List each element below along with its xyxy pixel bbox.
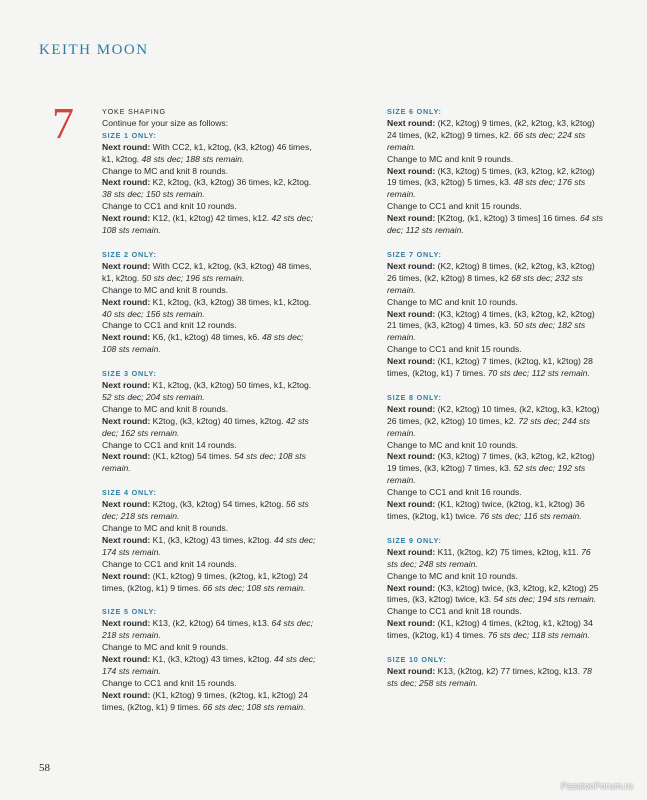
instruction-line (102, 440, 318, 452)
instruction-line (102, 523, 318, 535)
instruction-text: Change to CC1 and knit 16 rounds. (387, 487, 522, 498)
stitch-count-note: 38 sts dec; 150 sts remain. (102, 189, 205, 200)
round-label: Next round: (102, 415, 151, 426)
round-label: Next round: (102, 689, 151, 700)
round-label: Next round: (387, 356, 436, 367)
instruction-line (387, 213, 603, 237)
round-label: Next round: (102, 499, 151, 510)
instruction-text: K13, (k2tog, k2) 77 times, k2tog, k13. (435, 665, 583, 676)
instruction-text: Change to CC1 and knit 15 rounds. (387, 201, 522, 212)
round-label: Next round: (102, 618, 151, 629)
instruction-text: Change to MC and knit 10 rounds. (387, 296, 518, 307)
instruction-text: Change to CC1 and knit 14 rounds. (102, 558, 237, 569)
instruction-text: Change to MC and knit 8 rounds. (102, 284, 229, 295)
round-label: Next round: (102, 213, 151, 224)
round-label: Next round: (102, 570, 151, 581)
instruction-line (102, 142, 318, 166)
stitch-count-note: 68 sts dec; 232 sts remain. (387, 272, 583, 295)
stitch-count-note: 50 sts dec; 182 sts remain. (387, 320, 586, 343)
size-heading: SIZE 6 ONLY: (387, 107, 442, 116)
stitch-count-note: 44 sts dec; 174 sts remain. (102, 534, 316, 557)
round-label: Next round: (102, 534, 151, 545)
instruction-text: K1, (k3, k2tog) 43 times, k2tog. (150, 654, 274, 665)
instruction-line (102, 320, 318, 332)
watermark: PassionForum.ru (560, 781, 633, 792)
instruction-text: Change to CC1 and knit 18 rounds. (387, 606, 522, 617)
instruction-text: Change to MC and knit 10 rounds. (387, 439, 518, 450)
instruction-line (102, 451, 318, 475)
stitch-count-note: 42 sts dec; 108 sts remain. (102, 213, 314, 236)
instruction-line (387, 618, 603, 642)
instruction-text: (K1, k2tog) 7 times, (k2tog, k1, k2tog) 28 times, (k2tog, k1) 7 times. (387, 356, 593, 379)
instruction-line (102, 559, 318, 571)
instruction-text: K6, (k1, k2tog) 48 times, k6. (150, 332, 262, 343)
size-block (387, 249, 603, 380)
instruction-line (102, 618, 318, 642)
round-label: Next round: (387, 665, 436, 676)
stitch-count-note: 70 sts dec; 112 sts remain. (487, 368, 590, 379)
instruction-text: Change to MC and knit 9 rounds. (102, 642, 229, 653)
round-label: Next round: (387, 165, 436, 176)
instruction-text: (K2, k2tog) 8 times, (k2, k2tog, k3, k2tog) 26 times, (k2, k2tog) 8 times, k2 (387, 260, 595, 283)
instruction-text: Change to CC1 and knit 10 rounds. (102, 201, 237, 212)
instruction-line (102, 261, 318, 285)
instruction-line (102, 404, 318, 416)
stitch-count-note: 48 sts dec; 176 sts remain. (387, 177, 586, 200)
instruction-line (102, 690, 318, 714)
size-block (387, 654, 603, 690)
instruction-text: K1, k2tog, (k3, k2tog) 38 times, k1, k2tog. (150, 296, 312, 307)
round-label: Next round: (387, 260, 436, 271)
intro-text: Continue for your size as follows: (102, 117, 229, 128)
round-label: Next round: (102, 451, 151, 462)
round-label: Next round: (387, 618, 436, 629)
instruction-text: K2, k2tog, (k3, k2tog) 36 times, k2, k2tog. (150, 177, 312, 188)
round-label: Next round: (387, 117, 436, 128)
instruction-text: (K1, k2tog) 9 times, (k2tog, k1, k2tog) 24 times, (k2tog, k1) 9 times. (102, 570, 308, 593)
instruction-line (387, 309, 603, 345)
right-column (387, 106, 603, 702)
instruction-text: (K1, k2tog) 54 times. (150, 451, 235, 462)
instruction-line (387, 118, 603, 154)
instruction-text: (K2, k2tog) 10 times, (k2, k2tog, k3, k2tog) 26 times, (k2, k2tog) 10 times, k2. (387, 403, 600, 426)
round-label: Next round: (102, 380, 151, 391)
size-heading: SIZE 2 ONLY: (102, 249, 157, 259)
instruction-text: Change to MC and knit 8 rounds. (102, 165, 229, 176)
instruction-text: Change to CC1 and knit 12 rounds. (102, 320, 237, 331)
instruction-line (102, 678, 318, 690)
left-size-list (102, 130, 318, 714)
instruction-text: [K2tog, (k1, k2tog) 3 times] 16 times. (435, 213, 580, 224)
instruction-text: With CC2, k1, k2tog, (k3, k2tog) 48 times, k1, k2tog. (102, 260, 312, 283)
round-label: Next round: (102, 260, 151, 271)
size-block (102, 606, 318, 713)
instruction-line (387, 404, 603, 440)
round-label: Next round: (102, 654, 151, 665)
instruction-line (387, 583, 603, 607)
instruction-line (102, 201, 318, 213)
instruction-line (387, 261, 603, 297)
stitch-count-note: 50 sts dec; 196 sts remain. (141, 272, 245, 283)
stitch-count-note: 48 sts dec; 108 sts remain. (102, 332, 304, 355)
stitch-count-note: 66 sts dec; 224 sts remain. (387, 129, 586, 152)
round-label: Next round: (387, 451, 436, 462)
stitch-count-note: 76 sts dec; 116 sts remain. (479, 511, 582, 521)
stitch-count-note: 76 sts dec; 248 sts remain. (387, 546, 591, 569)
instruction-line (387, 344, 603, 356)
size-block (102, 130, 318, 237)
instruction-line (102, 499, 318, 523)
stitch-count-note: 66 sts dec; 108 sts remain. (202, 701, 306, 712)
instruction-text: (K1, k2tog) twice, (k2tog, k1, k2tog) 36 times, (k2tog, k1) twice. (387, 499, 585, 521)
size-block (102, 368, 318, 475)
stitch-count-note: 52 sts dec; 192 sts remain. (387, 463, 586, 486)
stitch-count-note: 78 sts dec; 258 sts remain. (387, 665, 592, 688)
stitch-count-note: 72 sts dec; 244 sts remain. (387, 415, 591, 438)
round-label: Next round: (102, 141, 151, 152)
instruction-line (102, 332, 318, 356)
instruction-line (102, 571, 318, 595)
instruction-line (102, 285, 318, 297)
size-heading: SIZE 10 ONLY: (387, 655, 447, 665)
instruction-line (102, 297, 318, 321)
stitch-count-note: 56 sts dec; 218 sts remain. (102, 499, 309, 522)
size-heading: SIZE 7 ONLY: (387, 249, 442, 259)
step-number: 7 (52, 99, 74, 148)
instruction-text: (K3, k2tog) 4 times, (k3, k2tog, k2, k2tog) 21 times, (k3, k2tog) 4 times, k3. (387, 308, 595, 331)
section-title: YOKE SHAPING (102, 107, 166, 116)
instruction-text: K2tog, (k3, k2tog) 40 times, k2tog. (150, 415, 286, 426)
stitch-count-note: 42 sts dec; 162 sts remain. (102, 415, 309, 438)
size-heading: SIZE 9 ONLY: (387, 535, 442, 545)
instruction-line (102, 416, 318, 440)
round-label: Next round: (387, 403, 436, 414)
stitch-count-note: 64 sts dec; 112 sts remain. (387, 213, 603, 236)
stitch-count-note: 40 sts dec; 156 sts remain. (102, 308, 205, 319)
instruction-line (102, 177, 318, 201)
instruction-line (387, 487, 603, 499)
author-header: KEITH MOON (39, 42, 149, 58)
left-column (102, 106, 318, 726)
instruction-text: K13, (k2, k2tog) 64 times, k13. (150, 618, 272, 629)
instruction-text: K2tog, (k3, k2tog) 54 times, k2tog. (150, 499, 286, 510)
instruction-line (387, 166, 603, 202)
instruction-text: With CC2, k1, k2tog, (k3, k2tog) 46 times, k1, k2tog. (102, 141, 312, 164)
instruction-line (387, 571, 603, 583)
instruction-text: Change to CC1 and knit 15 rounds. (102, 677, 237, 688)
stitch-count-note: 48 sts dec; 188 sts remain. (141, 153, 245, 164)
instruction-text: (K1, k2tog) 9 times, (k2tog, k1, k2tog) 24 times, (k2tog, k1) 9 times. (102, 689, 308, 712)
instruction-line (102, 166, 318, 178)
size-block (387, 392, 603, 523)
instruction-line (387, 606, 603, 618)
instruction-line (102, 380, 318, 404)
instruction-line (102, 535, 318, 559)
stitch-count-note: 44 sts dec; 174 sts remain. (102, 654, 316, 676)
round-label: Next round: (387, 582, 436, 593)
instruction-text: (K2, k2tog) 9 times, (k2, k2tog, k3, k2tog) 24 times, (k2, k2tog) 9 times, k2. (387, 117, 595, 140)
instruction-text: Change to MC and knit 10 rounds. (387, 570, 518, 581)
page-number: 58 (39, 762, 50, 774)
instruction-text: (K1, k2tog) 4 times, (k2tog, k1, k2tog) 34 times, (k2tog, k1) 4 times. (387, 618, 593, 641)
instruction-line (387, 154, 603, 166)
round-label: Next round: (387, 213, 436, 224)
instruction-line (387, 451, 603, 487)
instruction-text: Change to MC and knit 9 rounds. (387, 153, 514, 164)
instruction-text: (K3, k2tog) 7 times, (k3, k2tog, k2, k2tog) 19 times, (k3, k2tog) 7 times, k3. (387, 451, 595, 474)
stitch-count-note: 64 sts dec; 218 sts remain. (102, 618, 314, 641)
size-block (387, 106, 603, 237)
round-label: Next round: (387, 499, 436, 510)
instruction-text: Change to MC and knit 8 rounds. (102, 403, 229, 414)
instruction-text: K1, (k3, k2tog) 43 times, k2tog. (150, 534, 274, 545)
round-label: Next round: (102, 177, 151, 188)
round-label: Next round: (102, 296, 151, 307)
round-label: Next round: (387, 308, 436, 319)
instruction-line (387, 201, 603, 213)
instruction-line (387, 499, 603, 523)
instruction-text: (K3, k2tog) twice, (k3, k2tog, k2, k2tog) 25 times, (k3, k2tog) twice, k3. (387, 582, 599, 605)
size-heading: SIZE 3 ONLY: (102, 369, 157, 379)
instruction-line (387, 666, 603, 690)
instruction-line (102, 642, 318, 654)
instruction-text: Change to CC1 and knit 14 rounds. (102, 439, 237, 450)
instruction-line (102, 654, 318, 678)
instruction-text: K11, (k2tog, k2) 75 times, k2tog, k11. (435, 546, 582, 557)
instruction-text: Change to MC and knit 8 rounds. (102, 523, 229, 533)
instruction-text: K12, (k1, k2tog) 42 times, k12. (150, 213, 272, 224)
size-block (102, 249, 318, 356)
stitch-count-note: 54 sts dec; 194 sts remain. (493, 594, 597, 605)
right-size-list (387, 106, 603, 690)
stitch-count-note: 66 sts dec; 108 sts remain. (202, 582, 306, 593)
instruction-line (102, 213, 318, 237)
round-label: Next round: (387, 546, 436, 557)
size-heading: SIZE 5 ONLY: (102, 607, 157, 617)
instruction-line (387, 547, 603, 571)
size-heading: SIZE 4 ONLY: (102, 488, 157, 498)
stitch-count-note: 52 sts dec; 204 sts remain. (102, 391, 205, 402)
instruction-line (387, 440, 603, 452)
round-label: Next round: (102, 332, 151, 343)
instruction-line (387, 297, 603, 309)
instruction-line (387, 356, 603, 380)
size-heading: SIZE 1 ONLY: (102, 130, 157, 140)
stitch-count-note: 54 sts dec; 108 sts remain. (102, 451, 306, 474)
instruction-text: Change to CC1 and knit 15 rounds. (387, 344, 522, 355)
stitch-count-note: 76 sts dec; 118 sts remain. (487, 630, 590, 641)
instruction-text: K1, k2tog, (k3, k2tog) 50 times, k1, k2tog. (150, 380, 312, 391)
size-block (387, 535, 603, 642)
size-heading: SIZE 8 ONLY: (387, 392, 442, 402)
instruction-text: (K3, k2tog) 5 times, (k3, k2tog, k2, k2tog) 19 times, (k3, k2tog) 5 times, k3. (387, 165, 595, 188)
size-block (102, 487, 318, 594)
